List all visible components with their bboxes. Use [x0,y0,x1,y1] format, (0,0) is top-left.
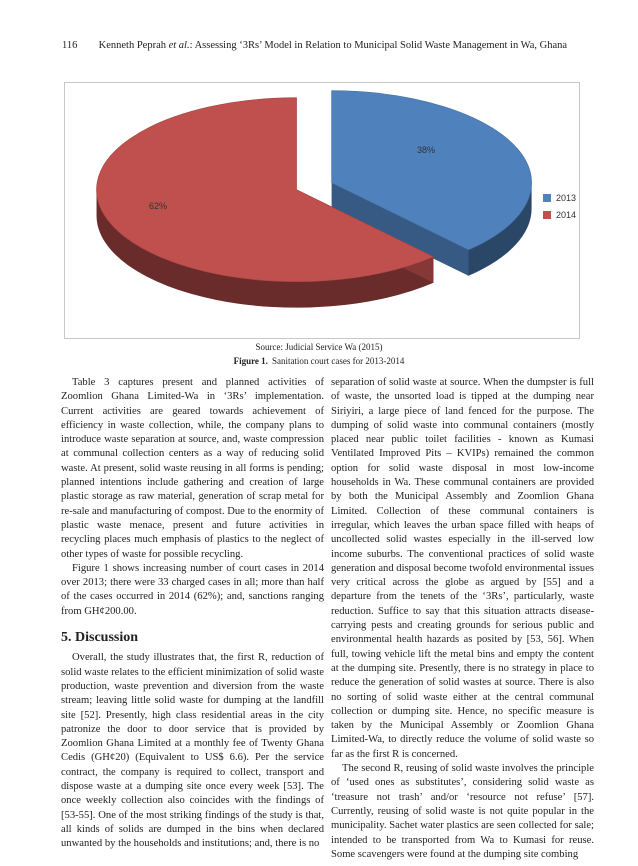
chart-legend [543,193,576,227]
pie-label-2013: 38% [417,145,436,155]
right-column [331,376,594,862]
header-et-al: et al. [168,40,190,51]
paragraph: Overall, the study illustrates that, the first R, reduction of solid waste relates to the efficient minimization of solid waste production, waste prevention and diversion from the waste stream; leaving little solid waste for dumping at the landfill site [52]. Presently, high class residential areas in the city patronize the door to door service that is provided by Zoomlion Ghana Limited at a monthly fee of Twenty Ghana Cedis (GH¢20) (Equivalent to US$ 6.6). Per the service contract, the company is required to collect, transport and dispose waste at a dumping site once every week [53]. The once weekly collection also coincides with the findings of [53-55]. One of the most striking findings of the study is that, all kinds of solids are dumped in the bins when declared unwanted by the households and institutions; and, there is no [61,652,324,850]
legend-item-2014 [543,210,576,220]
legend-label-2013: 2013 [556,193,577,203]
paragraph: Figure 1 shows increasing number of court cases in 2014 over 2013; there were 33 charged cases in all; more than half of the cases occurred in 2014 (62%); and, sanctions ranging from GH¢200.00. [61,562,324,617]
legend-swatch-2013 [543,194,551,202]
paragraph: separation of solid waste at source. When the dumpster is full of waste, the unsorted load is tipped at the dumping near Siriyiri, a large piece of land fenced for the purpose. The dumping of solid waste into communal containers (mostly placed near public toilet facilities - known as Kumasi Ventilated Improved Pits – KVIPs) remained the common option for solid waste disposal in most low-income households in Wa. These communal containers are provided by both the Municipal Assembly and Zoomlion Ghana Limited. Collection of these communal containers is irregular, which leaves the urban space filled with heaps of uncollected solid wastes especially in the ill-served low income suburbs. The conventional practices of solid waste generation and disposal become twofold environmental issues very critical across the globe as argued by [55] and a departure from the tenets of the ‘3Rs’, particularly, waste reduction. Suffice to say that this situation attracts disease-carrying pests and creating grounds for serious public and environmental health hazards as posited by [53, 56]. When full, towing vehicle lift the metal bins and empty the content at the dumping site. Presently, there is no strategy in place to reduce the generation of solid wastes at source. There is also no sorting of solid waste either at the central communal collection or dumping site. Hence, no specific measure is taken by the Municipal Assembly or Zoomlion Ghana Limited-Wa, to directly reduce the volume of solid waste so far as the first R is concerned. [331,377,595,760]
figure-source: Source: Judicial Service Wa (2015) [255,342,383,352]
pie-label-2014: 62% [149,201,168,211]
legend-swatch-2014 [543,211,551,219]
paragraph: Table 3 captures present and planned activities of Zoomlion Ghana Limited-Wa in ‘3Rs’ implementation. Current activities are geared towards achievement of efficiency in waste collection, while, the company plans to introduce waste separation at source, and, waste compression at communal collection centers as a way of reducing solid waste. At present, solid waste reusing in all forms is pending; planned intentions include gathering and creation of large plastic storage as raw material, generation of scrap metal for re-sale and manufacturing of compost. Due to the enormity of plastic waste menace, present and future activities in recycling places much emphasis of plastics to the neglect of other types of waste for possible recycling. [61,377,324,560]
paragraph: The second R, reusing of solid waste involves the principle of ‘used ones as substitutes’, considering solid waste as ‘treasure not trash’ and/or ‘resource not refuse’ [57]. Currently, reusing of solid waste is not quite popular in the municipality. Sachet water plastics are seen collected for sale; intended to be transported from Wa to Kumasi for reuse. Some scavengers were found at the dumping site combing [331,763,594,860]
legend-label-2014: 2014 [556,210,577,220]
left-column [61,376,324,852]
figure-caption-text: Sanitation court cases for 2013-2014 [271,356,405,366]
header-authors: Kenneth Peprah [98,40,166,51]
pie-chart [65,83,579,338]
legend-item-2013 [543,193,576,203]
running-header [62,40,582,51]
header-title: : Assessing ‘3Rs’ Model in Relation to Municipal Solid Waste Management in Wa, Ghana [189,40,568,51]
figure-label: Figure 1. [233,356,268,366]
section-heading: 5. Discussion [61,630,139,646]
figure-caption [0,356,638,366]
figure-chart [64,82,580,339]
page-number: 116 [62,40,78,51]
